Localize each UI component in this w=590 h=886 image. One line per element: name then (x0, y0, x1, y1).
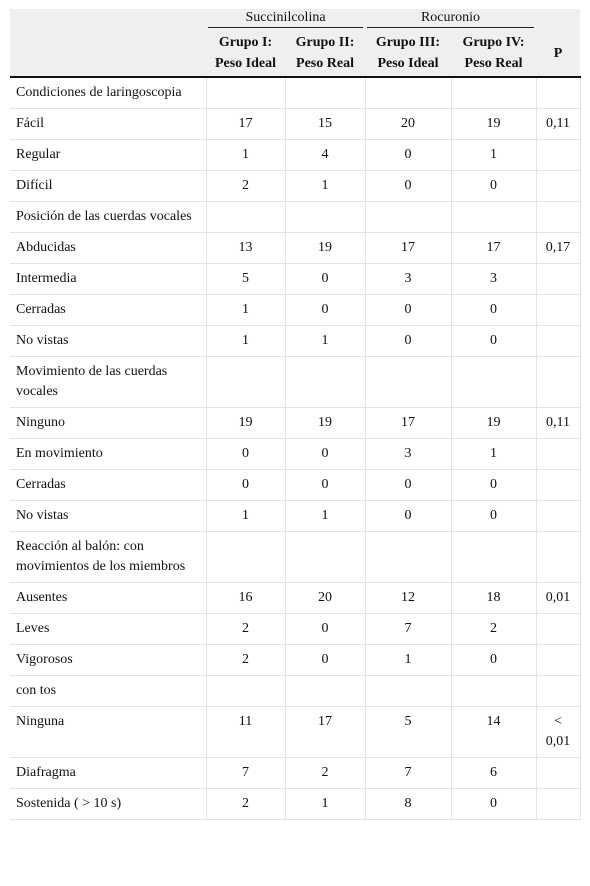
value-cell-grupo-2: 19 (285, 408, 365, 439)
value-cell-grupo-1: 5 (206, 264, 285, 295)
value-cell-grupo-4: 1 (451, 140, 536, 171)
value-cell-grupo-3: 0 (365, 295, 451, 326)
table-row (10, 532, 580, 583)
table-row (10, 501, 580, 532)
results-table-container (10, 9, 580, 820)
value-cell-grupo-4: 0 (451, 501, 536, 532)
row-label: Fácil (10, 109, 206, 140)
column-header-line: Grupo III: (375, 35, 441, 50)
value-cell-grupo-3 (365, 676, 451, 707)
row-label: Cerradas (10, 470, 206, 501)
value-cell-grupo-1: 7 (206, 758, 285, 789)
p-value-cell (536, 501, 580, 532)
p-value-cell: 0,17 (536, 233, 580, 264)
value-cell-grupo-3: 0 (365, 171, 451, 202)
value-cell-grupo-4: 14 (451, 707, 536, 758)
value-cell-grupo-4 (451, 77, 536, 109)
column-header-line: Peso Real (296, 56, 354, 71)
value-cell-grupo-1 (206, 202, 285, 233)
p-value-cell: 0,11 (536, 408, 580, 439)
value-cell-grupo-1: 2 (206, 614, 285, 645)
value-cell-grupo-2: 17 (285, 707, 365, 758)
value-cell-grupo-3: 7 (365, 614, 451, 645)
value-cell-grupo-4: 19 (451, 109, 536, 140)
table-row (10, 439, 580, 470)
value-cell-grupo-2: 20 (285, 583, 365, 614)
table-row (10, 171, 580, 202)
row-label: Leves (10, 614, 206, 645)
value-cell-grupo-3 (365, 77, 451, 109)
value-cell-grupo-3: 0 (365, 140, 451, 171)
value-cell-grupo-3: 3 (365, 439, 451, 470)
row-label: En movimiento (10, 439, 206, 470)
row-label: Cerradas (10, 295, 206, 326)
table-row (10, 264, 580, 295)
value-cell-grupo-2 (285, 676, 365, 707)
p-value-cell (536, 532, 580, 583)
table-row (10, 789, 580, 820)
value-cell-grupo-4: 1 (451, 439, 536, 470)
table-body (10, 77, 580, 820)
p-value-cell (536, 140, 580, 171)
row-label: Posición de las cuerdas vocales (10, 202, 206, 233)
p-value-cell (536, 439, 580, 470)
value-cell-grupo-1 (206, 532, 285, 583)
column-header-grupo-4 (451, 28, 536, 77)
row-label: Reacción al balón: con movimientos de los miembros (10, 532, 206, 583)
column-header-grupo-1 (206, 28, 285, 77)
value-cell-grupo-1 (206, 357, 285, 408)
p-value-cell: 0,11 (536, 109, 580, 140)
column-header-grupo-3 (365, 28, 451, 77)
value-cell-grupo-3: 0 (365, 326, 451, 357)
column-header-line: Peso Ideal (214, 56, 277, 71)
value-cell-grupo-4: 19 (451, 408, 536, 439)
table-row (10, 758, 580, 789)
table-row (10, 357, 580, 408)
value-cell-grupo-3: 1 (365, 645, 451, 676)
p-value-cell: 0,01 (536, 583, 580, 614)
p-value-cell (536, 789, 580, 820)
value-cell-grupo-1: 2 (206, 645, 285, 676)
value-cell-grupo-1: 13 (206, 233, 285, 264)
value-cell-grupo-3 (365, 202, 451, 233)
p-value-cell (536, 264, 580, 295)
value-cell-grupo-2: 1 (285, 501, 365, 532)
value-cell-grupo-2: 0 (285, 439, 365, 470)
row-label: Regular (10, 140, 206, 171)
value-cell-grupo-4: 0 (451, 171, 536, 202)
table-row (10, 77, 580, 109)
value-cell-grupo-3: 12 (365, 583, 451, 614)
p-value-cell (536, 470, 580, 501)
row-label: Diafragma (10, 758, 206, 789)
value-cell-grupo-4: 2 (451, 614, 536, 645)
value-cell-grupo-1: 0 (206, 470, 285, 501)
value-cell-grupo-1: 1 (206, 295, 285, 326)
table-row (10, 614, 580, 645)
value-cell-grupo-2: 15 (285, 109, 365, 140)
p-value-cell (536, 295, 580, 326)
value-cell-grupo-1: 2 (206, 789, 285, 820)
row-label: Ausentes (10, 583, 206, 614)
column-header-line: Peso Ideal (377, 56, 439, 71)
p-value-cell (536, 326, 580, 357)
table-row (10, 233, 580, 264)
value-cell-grupo-2: 0 (285, 470, 365, 501)
row-label: Movimiento de las cuerdas vocales (10, 357, 206, 408)
results-table (10, 9, 581, 820)
row-label: Intermedia (10, 264, 206, 295)
table-row (10, 583, 580, 614)
empty-header-cell (10, 28, 206, 77)
value-cell-grupo-4: 17 (451, 233, 536, 264)
value-cell-grupo-3: 17 (365, 233, 451, 264)
value-cell-grupo-4 (451, 532, 536, 583)
value-cell-grupo-2 (285, 357, 365, 408)
column-header-line: Grupo II: (295, 35, 355, 50)
value-cell-grupo-4 (451, 676, 536, 707)
value-cell-grupo-2: 0 (285, 295, 365, 326)
value-cell-grupo-2: 1 (285, 789, 365, 820)
table-row (10, 676, 580, 707)
table-row (10, 645, 580, 676)
value-cell-grupo-4: 6 (451, 758, 536, 789)
value-cell-grupo-2 (285, 532, 365, 583)
value-cell-grupo-1: 19 (206, 408, 285, 439)
table-row (10, 707, 580, 758)
table-row (10, 109, 580, 140)
p-value-cell (536, 614, 580, 645)
group-label: Succinilcolina (208, 10, 363, 28)
p-value-cell (536, 357, 580, 408)
value-cell-grupo-2: 4 (285, 140, 365, 171)
group-header-rocuronio (365, 9, 536, 28)
row-label: Vigorosos (10, 645, 206, 676)
p-value-cell (536, 645, 580, 676)
value-cell-grupo-2: 0 (285, 264, 365, 295)
value-cell-grupo-1: 1 (206, 326, 285, 357)
table-row (10, 140, 580, 171)
value-cell-grupo-4: 18 (451, 583, 536, 614)
table-row (10, 408, 580, 439)
group-header-row (10, 9, 580, 28)
table-row (10, 295, 580, 326)
row-label: No vistas (10, 326, 206, 357)
value-cell-grupo-2: 1 (285, 326, 365, 357)
value-cell-grupo-4: 0 (451, 645, 536, 676)
row-label: Sostenida ( > 10 s) (10, 789, 206, 820)
value-cell-grupo-3: 5 (365, 707, 451, 758)
empty-header-cell (536, 9, 580, 28)
value-cell-grupo-2 (285, 77, 365, 109)
value-cell-grupo-3: 8 (365, 789, 451, 820)
row-label: Condiciones de laringoscopia (10, 77, 206, 109)
value-cell-grupo-2 (285, 202, 365, 233)
value-cell-grupo-1 (206, 77, 285, 109)
row-label: Difícil (10, 171, 206, 202)
empty-header-cell (10, 9, 206, 28)
row-label: No vistas (10, 501, 206, 532)
value-cell-grupo-4: 3 (451, 264, 536, 295)
value-cell-grupo-1: 0 (206, 439, 285, 470)
column-header-line: Grupo I: (218, 35, 273, 50)
table-row (10, 326, 580, 357)
value-cell-grupo-4: 0 (451, 789, 536, 820)
value-cell-grupo-1: 17 (206, 109, 285, 140)
p-value-cell (536, 77, 580, 109)
value-cell-grupo-1: 11 (206, 707, 285, 758)
row-label: Ninguna (10, 707, 206, 758)
value-cell-grupo-3 (365, 532, 451, 583)
value-cell-grupo-2: 19 (285, 233, 365, 264)
p-value-cell (536, 676, 580, 707)
row-label: Abducidas (10, 233, 206, 264)
column-header-grupo-2 (285, 28, 365, 77)
value-cell-grupo-1 (206, 676, 285, 707)
p-value-cell (536, 171, 580, 202)
column-header-line: Peso Real (464, 56, 523, 71)
column-header-line: Grupo IV: (462, 35, 525, 50)
p-value-cell (536, 202, 580, 233)
value-cell-grupo-2: 0 (285, 614, 365, 645)
value-cell-grupo-3: 20 (365, 109, 451, 140)
table-row (10, 202, 580, 233)
value-cell-grupo-3: 3 (365, 264, 451, 295)
value-cell-grupo-1: 2 (206, 171, 285, 202)
value-cell-grupo-3 (365, 357, 451, 408)
value-cell-grupo-4: 0 (451, 470, 536, 501)
value-cell-grupo-3: 0 (365, 501, 451, 532)
group-label: Rocuronio (367, 10, 534, 28)
column-header-row (10, 28, 580, 77)
value-cell-grupo-4 (451, 202, 536, 233)
value-cell-grupo-3: 17 (365, 408, 451, 439)
value-cell-grupo-1: 16 (206, 583, 285, 614)
value-cell-grupo-2: 2 (285, 758, 365, 789)
row-label: Ninguno (10, 408, 206, 439)
value-cell-grupo-4: 0 (451, 295, 536, 326)
p-value-cell: < 0,01 (536, 707, 580, 758)
value-cell-grupo-4 (451, 357, 536, 408)
p-value-cell (536, 758, 580, 789)
value-cell-grupo-1: 1 (206, 501, 285, 532)
row-label: con tos (10, 676, 206, 707)
table-header (10, 9, 580, 77)
group-header-succinilcolina (206, 9, 365, 28)
value-cell-grupo-2: 0 (285, 645, 365, 676)
value-cell-grupo-2: 1 (285, 171, 365, 202)
value-cell-grupo-3: 0 (365, 470, 451, 501)
value-cell-grupo-4: 0 (451, 326, 536, 357)
value-cell-grupo-1: 1 (206, 140, 285, 171)
value-cell-grupo-3: 7 (365, 758, 451, 789)
column-header-p: P (536, 28, 580, 77)
table-row (10, 470, 580, 501)
